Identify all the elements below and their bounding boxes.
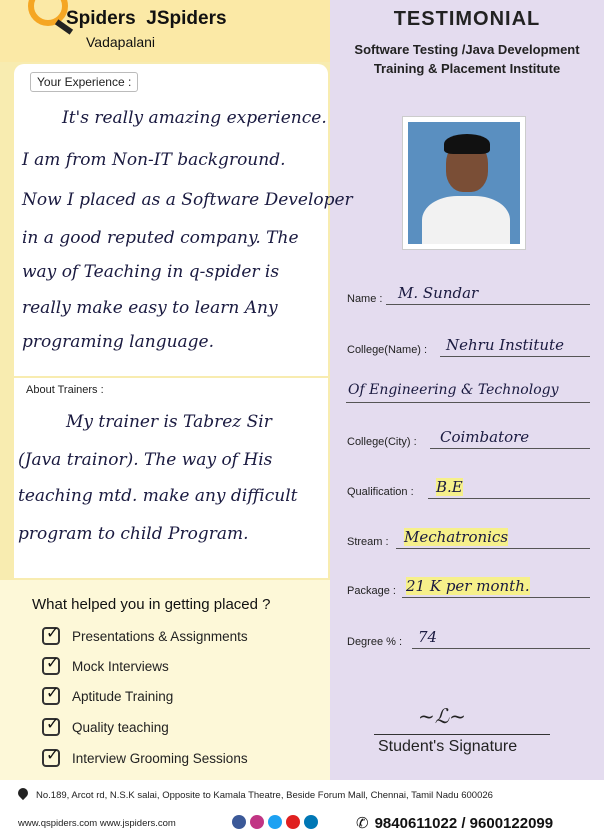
signature-label: Student's Signature (378, 738, 518, 755)
check-mark-icon: ✓ (46, 683, 60, 702)
checkbox[interactable] (42, 714, 60, 736)
college-name-line-2 (346, 402, 590, 403)
degree-value: 74 (418, 628, 438, 646)
experience-line: It's really amazing experience. (62, 108, 327, 128)
name-value: M. Sundar (398, 284, 479, 302)
experience-label: Your Experience : (30, 72, 138, 92)
location-pin-icon (16, 786, 30, 800)
signature-scribble: ~ℒ~ (418, 704, 466, 728)
qualification-value-text: B.E (436, 478, 463, 496)
checkbox[interactable] (42, 683, 60, 705)
trainers-line: (Java trainor). The way of His (18, 450, 273, 470)
college-city-label: College(City) : (347, 436, 417, 448)
stream-value (404, 528, 508, 546)
check-mark-icon: ✓ (46, 653, 60, 672)
social-icons (232, 815, 318, 829)
name-line (386, 304, 590, 305)
trainers-line: teaching mtd. make any difficult (18, 486, 298, 506)
package-label: Package : (347, 585, 396, 597)
photo-hair (444, 134, 490, 154)
package-line (402, 597, 590, 598)
address-text: No.189, Arcot rd, N.S.K salai, Opposite to Kamala Theatre, Beside Forum Mall, Chennai, Tamil Nadu 600026 (36, 790, 493, 801)
experience-line: in a good reputed company. The (22, 228, 299, 248)
trainers-line: program to child Program. (18, 524, 249, 544)
trainers-label: About Trainers : (26, 384, 104, 396)
youtube-icon[interactable] (286, 815, 300, 829)
check-mark-icon: ✓ (46, 714, 60, 733)
college-city-value: Coimbatore (440, 428, 530, 446)
stream-value-text: Mechatronics (404, 528, 509, 546)
helped-item[interactable] (42, 747, 248, 769)
brand-name (66, 8, 227, 30)
photo-portrait (408, 122, 520, 244)
experience-line: I am from Non-IT background. (22, 150, 286, 170)
branch-name: Vadapalani (86, 34, 156, 50)
experience-line: really make easy to learn Any (22, 298, 278, 318)
page-title: TESTIMONIAL (393, 8, 541, 30)
helped-item-label: Aptitude Training (72, 688, 174, 704)
linkedin-icon[interactable] (304, 815, 318, 829)
address (18, 788, 493, 801)
helped-item-label: Mock Interviews (72, 658, 169, 674)
helped-item[interactable] (42, 655, 169, 677)
college-name-value: Nehru Institute (446, 336, 564, 354)
helped-title: What helped you in getting placed ? (32, 596, 271, 613)
checkbox[interactable] (42, 745, 60, 767)
college-city-line (430, 448, 590, 449)
phone-icon: ✆ (356, 814, 369, 832)
check-mark-icon: ✓ (46, 623, 60, 642)
degree-line (412, 648, 590, 649)
trainers-line: My trainer is Tabrez Sir (66, 412, 272, 432)
check-mark-icon: ✓ (46, 745, 60, 764)
helped-item-label: Quality teaching (72, 719, 169, 735)
instagram-icon[interactable] (250, 815, 264, 829)
experience-line: programing language. (22, 332, 215, 352)
qualification-line (428, 498, 590, 499)
jspiders-brand: JSpiders (146, 8, 227, 29)
qualification-label: Qualification : (347, 486, 414, 498)
phone-numbers (356, 814, 553, 832)
package-value-text: 21 K per month. (406, 577, 530, 595)
subtitle-line: Software Testing /Java Development (354, 42, 580, 57)
stream-label: Stream : (347, 536, 389, 548)
helped-item-label: Interview Grooming Sessions (72, 750, 248, 766)
helped-item[interactable] (42, 685, 173, 707)
package-value (406, 577, 530, 595)
experience-line: way of Teaching in q-spider is (22, 262, 280, 282)
checkbox[interactable] (42, 623, 60, 645)
photo-shirt (422, 196, 510, 244)
websites[interactable]: www.qspiders.com www.jspiders.com (18, 818, 176, 829)
helped-item[interactable] (42, 716, 169, 738)
stream-line (396, 548, 590, 549)
degree-label: Degree % : (347, 636, 403, 648)
trainers-panel (14, 378, 328, 578)
qspiders-brand: Spiders (66, 8, 136, 29)
helped-item-label: Presentations & Assignments (72, 628, 248, 644)
student-photo (402, 116, 526, 250)
college-name-line (440, 356, 590, 357)
subtitle-line: Training & Placement Institute (373, 61, 561, 76)
phone-text: 9840611022 / 9600122099 (374, 815, 554, 832)
helped-item[interactable] (42, 625, 248, 647)
college-name-value-2: Of Engineering & Technology (348, 382, 559, 398)
checkbox[interactable] (42, 653, 60, 675)
name-label: Name : (347, 293, 383, 305)
page-subtitle (330, 40, 604, 78)
college-name-label: College(Name) : (347, 344, 428, 356)
experience-line: Now I placed as a Software Developer (22, 190, 353, 210)
logo-area (0, 0, 330, 62)
qualification-value (436, 478, 463, 496)
facebook-icon[interactable] (232, 815, 246, 829)
twitter-icon[interactable] (268, 815, 282, 829)
signature-line (374, 734, 550, 735)
